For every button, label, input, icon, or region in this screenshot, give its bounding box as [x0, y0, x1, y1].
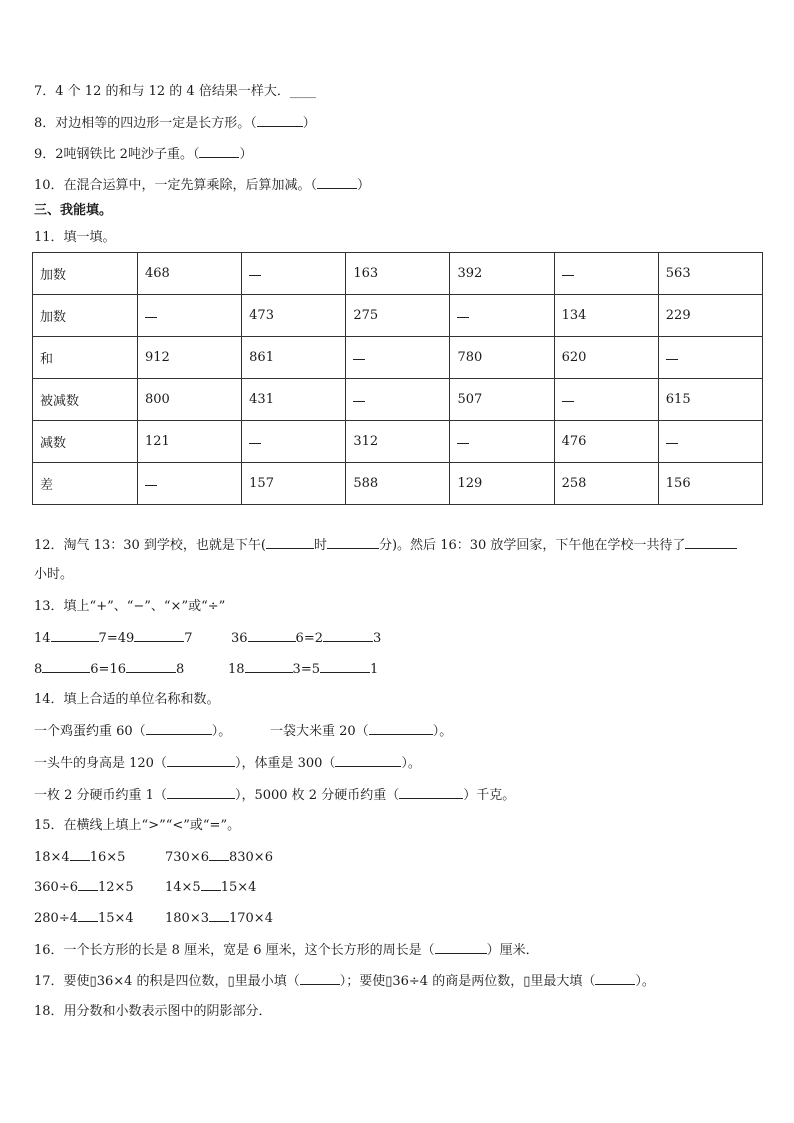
table-cell: [242, 253, 346, 295]
table-cell: 431: [242, 379, 346, 421]
table-cell: [554, 379, 658, 421]
table-row: [33, 421, 763, 463]
operator-blank[interactable]: [320, 661, 370, 673]
answer-blank[interactable]: [199, 146, 239, 158]
answer-blank[interactable]: [399, 787, 463, 799]
table-cell: 861: [242, 337, 346, 379]
table-cell: [346, 379, 450, 421]
cell-blank[interactable]: [249, 266, 261, 276]
operator-blank[interactable]: [126, 661, 176, 673]
question-13-row1: 14 7=49 7: [34, 631, 193, 646]
question-14-line1b: 一袋大米重 20（ ）。: [270, 724, 453, 739]
table-cell: [138, 295, 242, 337]
cell-blank[interactable]: [145, 476, 157, 486]
comparison-blank[interactable]: [201, 879, 221, 891]
answer-blank[interactable]: [327, 537, 379, 549]
question-13-row2: 8 6=16 8: [34, 662, 185, 677]
answer-blank[interactable]: [595, 973, 635, 985]
table-cell: 392: [450, 253, 554, 295]
answer-blank[interactable]: [335, 755, 401, 767]
answer-blank[interactable]: [435, 942, 487, 954]
question-10: 10．在混合运算中，一定先算乘除，后算加减。（ ）: [34, 178, 371, 193]
table-cell: 121: [138, 421, 242, 463]
table-row: [33, 379, 763, 421]
addition-subtraction-table: [32, 252, 763, 505]
answer-blank[interactable]: [257, 115, 303, 127]
comparison-item: 280÷4 15×4: [34, 911, 134, 926]
comparison-blank[interactable]: [209, 910, 229, 922]
question-14-line2: 一头牛的身高是 120（ ），体重是 300（ ）。: [34, 756, 421, 771]
table-cell: 312: [346, 421, 450, 463]
table-cell: 912: [138, 337, 242, 379]
cell-blank[interactable]: [562, 392, 574, 402]
question-11-title: 11．填一填。: [34, 230, 116, 245]
answer-blank[interactable]: [167, 787, 235, 799]
question-16: 16．一个长方形的长是 8 厘米，宽是 6 厘米，这个长方形的周长是（ ）厘米．: [34, 943, 539, 958]
question-9: 9．2吨钢铁比 2吨沙子重。（ ）: [34, 147, 253, 162]
table-cell: [658, 337, 762, 379]
cell-blank[interactable]: [457, 308, 469, 318]
table-cell: 507: [450, 379, 554, 421]
table-cell: 588: [346, 463, 450, 505]
table-cell: [658, 421, 762, 463]
comparison-blank[interactable]: [78, 879, 98, 891]
comparison-item: 18×4 16×5: [34, 850, 126, 865]
table-cell: 615: [658, 379, 762, 421]
table-cell: 275: [346, 295, 450, 337]
section-heading: 三、我能填。: [34, 203, 113, 218]
row-label: 被减数: [33, 379, 138, 421]
row-label: 差: [33, 463, 138, 505]
answer-blank[interactable]: [369, 723, 433, 735]
table-cell: 476: [554, 421, 658, 463]
table-cell: [346, 337, 450, 379]
answer-blank[interactable]: [266, 537, 314, 549]
comparison-item: 14×5 15×4: [165, 880, 257, 895]
question-8: 8．对边相等的四边形一定是长方形。（ ）: [34, 116, 316, 131]
table-row: [33, 295, 763, 337]
comparison-item: 730×6 830×6: [165, 850, 273, 865]
table-cell: [554, 253, 658, 295]
row-label: 加数: [33, 295, 138, 337]
table-cell: 163: [346, 253, 450, 295]
answer-blank[interactable]: [317, 177, 357, 189]
table-cell: [242, 421, 346, 463]
table-cell: 620: [554, 337, 658, 379]
question-12: 12．淘气 13：30 到学校，也就是下午( 时 分)。然后 16：30 放学回家，下午他在学校一共待了: [34, 537, 737, 554]
table-cell: 134: [554, 295, 658, 337]
cell-blank[interactable]: [666, 350, 678, 360]
comparison-blank[interactable]: [70, 849, 90, 861]
cell-blank[interactable]: [666, 434, 678, 444]
question-13-row2b: 18 3=5 1: [228, 662, 379, 677]
answer-blank[interactable]: [300, 973, 340, 985]
table-row: [33, 337, 763, 379]
question-14-line3: 一枚 2 分硬币约重 1（ ），5000 枚 2 分硬币约重（ ）千克。: [34, 788, 516, 803]
table-cell: 156: [658, 463, 762, 505]
table-cell: 800: [138, 379, 242, 421]
table-cell: 258: [554, 463, 658, 505]
comparison-item: 360÷6 12×5: [34, 880, 134, 895]
comparison-item: 180×3 170×4: [165, 911, 273, 926]
cell-blank[interactable]: [457, 434, 469, 444]
question-14-title: 14．填上合适的单位名称和数。: [34, 692, 220, 707]
table-cell: [450, 421, 554, 463]
cell-blank[interactable]: [353, 392, 365, 402]
comparison-blank[interactable]: [78, 910, 98, 922]
table-row: [33, 253, 763, 295]
question-7: 7．4 个 12 的和与 12 的 4 倍结果一样大．____: [34, 84, 316, 99]
operator-blank[interactable]: [248, 630, 296, 642]
question-13-title: 13．填上“+”、“−”、“×”或“÷”: [34, 599, 226, 614]
cell-blank[interactable]: [353, 350, 365, 360]
cell-blank[interactable]: [249, 434, 261, 444]
table-cell: 468: [138, 253, 242, 295]
operator-blank[interactable]: [42, 661, 90, 673]
table-cell: 473: [242, 295, 346, 337]
answer-blank[interactable]: [146, 723, 212, 735]
question-12-cont: 小时。: [34, 567, 74, 582]
question-18: 18．用分数和小数表示图中的阴影部分．: [34, 1004, 272, 1019]
table-cell: 229: [658, 295, 762, 337]
operator-blank[interactable]: [323, 630, 373, 642]
answer-blank[interactable]: [685, 537, 737, 549]
table-cell: [450, 295, 554, 337]
row-label: 和: [33, 337, 138, 379]
table-cell: 157: [242, 463, 346, 505]
cell-blank[interactable]: [145, 308, 157, 318]
row-label: 加数: [33, 253, 138, 295]
comparison-blank[interactable]: [209, 849, 229, 861]
table-cell: 780: [450, 337, 554, 379]
table-cell: [138, 463, 242, 505]
question-14-line1: 一个鸡蛋约重 60（ ）。: [34, 724, 232, 739]
operator-blank[interactable]: [134, 630, 184, 642]
answer-blank[interactable]: [167, 755, 235, 767]
table-cell: 129: [450, 463, 554, 505]
table-row: [33, 463, 763, 505]
question-17: 17．要使▯36×4 的积是四位数，▯里最小填（ ）；要使▯36÷4 的商是两位数，▯里最大填（ ）。: [34, 974, 655, 989]
operator-blank[interactable]: [51, 630, 99, 642]
cell-blank[interactable]: [562, 266, 574, 276]
row-label: 减数: [33, 421, 138, 463]
operator-blank[interactable]: [245, 661, 293, 673]
question-15-title: 15．在横线上填上“>”“<”或“=”。: [34, 818, 241, 833]
question-13-row1b: 36 6=2 3: [231, 631, 382, 646]
table-cell: 563: [658, 253, 762, 295]
